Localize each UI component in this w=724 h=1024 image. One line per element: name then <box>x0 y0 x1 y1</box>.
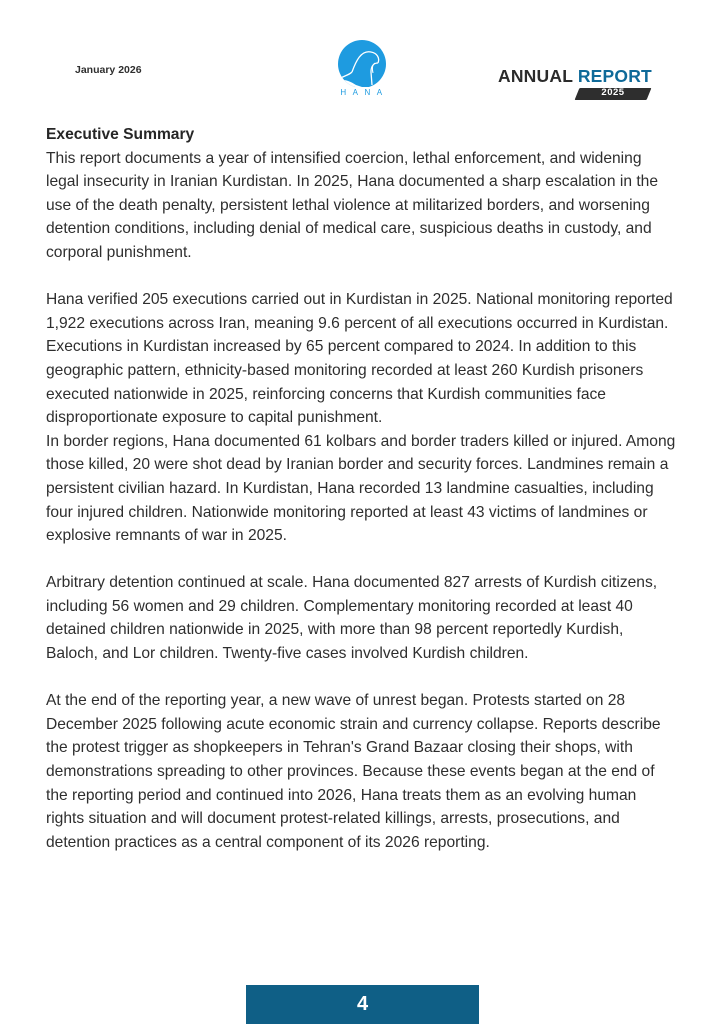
report-title <box>498 66 658 87</box>
paragraph-unrest: At the end of the reporting year, a new wave of unrest began. Protests started on 28 December 2025 following acute economic strain and currency collapse. Reports describe the protest trigger as shopkeepers in Tehran's Grand Bazaar closing their shops, with demonstrations spreading to other provinces. Because these events began at the end of the reporting period and continued into 2026, Hana treats them as an evolving human rights situation and will document protest-related killings, arrests, prosecutions, and detention practices as a central component of its 2026 reporting. <box>46 692 661 851</box>
paragraph-spacer <box>46 265 676 289</box>
paragraph-executions: Hana verified 205 executions carried out in Kurdistan in 2025. National monitoring reported 1,922 executions across Iran, meaning 9.6 percent of all executions occurred in Kurdistan. Executions in Kurdistan increased by 65 percent compared to 2024. In addition to this geographic pattern, ethnicity-based monitoring recorded at least 260 Kurdish prisoners executed nationwide in 2025, reinforcing concerns that Kurdish communities face disproportionate exposure to capital punishment. <box>46 291 673 427</box>
section-heading: Executive Summary <box>46 126 195 143</box>
annual-report-badge <box>498 66 658 106</box>
report-title-annual: ANNUAL <box>498 66 573 86</box>
paragraph-intro: This report documents a year of intensified coercion, lethal enforcement, and widening legal insecurity in Iranian Kurdistan. In 2025, Hana documented a sharp escalation in the use of the death penalty, persistent lethal violence at militarized borders, and worsening detention conditions, including denial of medical care, suspicious deaths in custody, and corporal punishment. <box>46 149 659 261</box>
paragraph-spacer <box>46 548 676 572</box>
logo-text: HANA <box>340 88 389 97</box>
paragraph-border-regions: In border regions, Hana documented 61 kolbars and border traders killed or injured. Among those killed, 20 were shot dead by Iranian border and security forces. Landmines remain a persistent civilian hazard. In Kurdistan, Hana recorded 13 landmine casualties, including four injured children. Nationwide monitoring reported at least 43 victims of landmines or explosive remnants of war in 2025. <box>46 432 676 545</box>
report-year: 2025 <box>601 87 625 98</box>
paragraph-detention: Arbitrary detention continued at scale. Hana documented 827 arrests of Kurdish citizens, including 56 women and 29 children. Complementary monitoring recorded at least 40 detained children nationwide in 2025, with more than 98 percent reportedly Kurdish, Baloch, and Lor children. Twenty-five cases involved Kurdish children. <box>46 574 658 663</box>
hana-logo <box>332 39 392 101</box>
page-number-bar <box>246 985 479 1024</box>
hana-bird-logo-icon <box>332 39 392 87</box>
executive-summary <box>46 123 676 854</box>
page-number: 4 <box>356 993 369 1015</box>
report-date: January 2026 <box>75 64 142 76</box>
paragraph-spacer <box>46 666 676 690</box>
report-title-report: REPORT <box>577 66 652 86</box>
